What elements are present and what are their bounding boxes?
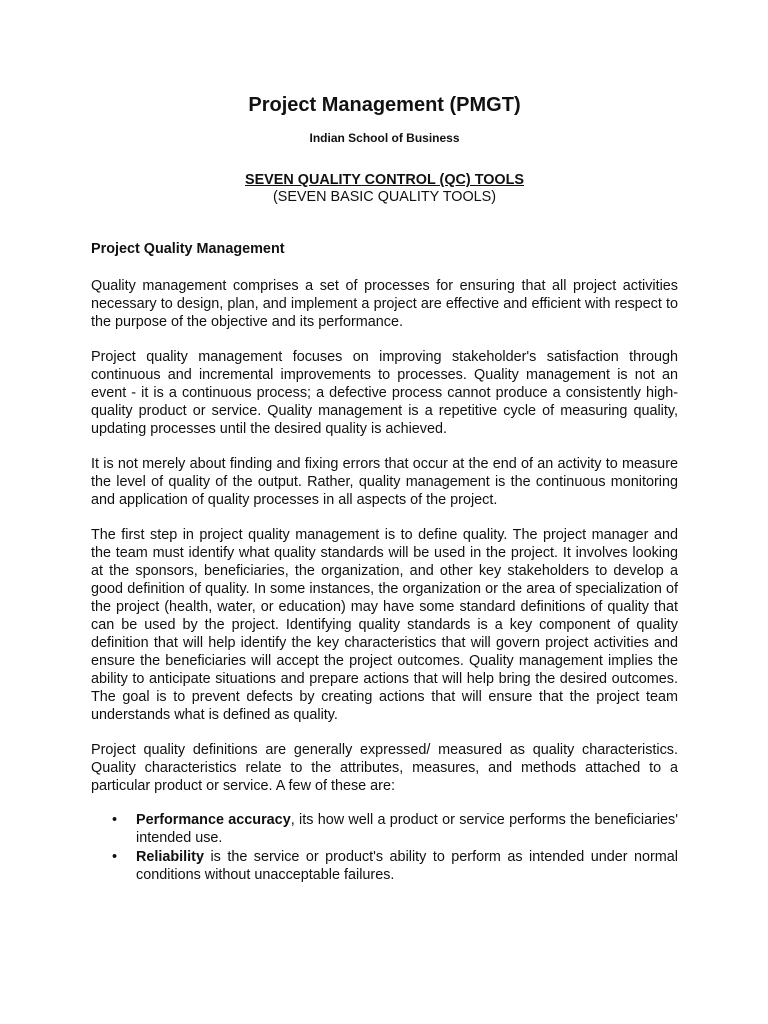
paragraph-4: The first step in project quality management is to define quality. The project manager and the team must identify what quality standards will be used in the project. It involves looking at the sponsors, beneficiaries, the organization, and other key stakeholders to develop a good definition of quality. In some instances, the organization or the area of specialization of the project (health, water, or education) may have some standard definitions of quality that can be used by the project. Identifying quality standards is a key component of quality definition that will help identify the key characteristics that will govern project activities and ensure the beneficiaries will accept the project outcomes. Quality management implies the ability to anticipate situations and prepare actions that will help bring the desired outcomes. The goal is to prevent defects by creating actions that will ensure that the project team understands what is defined as quality. <box>91 527 678 723</box>
document-title: Project Management (PMGT) <box>248 94 521 116</box>
bullet-term: Reliability <box>136 849 204 865</box>
quality-characteristics-list <box>91 811 678 884</box>
section-heading: Project Quality Management <box>91 241 285 257</box>
bullet-term: Performance accuracy <box>136 812 291 828</box>
paragraph-2: Project quality management focuses on improving stakeholder's satisfaction through continuous and incremental improvements to processes. Quality management is not an event - it is a continuous process; a defective process cannot produce a consistently high-quality product or service. Quality management is a repetitive cycle of measuring quality, updating processes until the desired quality is achieved. <box>91 349 678 437</box>
qc-tools-heading: SEVEN QUALITY CONTROL (QC) TOOLS <box>244 172 525 188</box>
bullet-text: , its how well a product or service performs the beneficiaries' intended use. <box>136 812 679 846</box>
school-name: Indian School of Business <box>309 131 460 145</box>
list-item <box>91 848 678 884</box>
paragraph-5: Project quality definitions are generally expressed/ measured as quality characteristics. Quality characteristics relate to the attributes, measures, and methods attached to a particular product or service. A few of these are: <box>91 742 678 794</box>
paragraph-1: Quality management comprises a set of processes for ensuring that all project activities necessary to design, plan, and implement a project are effective and efficient with respect to the purpose of the objective and its performance. <box>91 278 678 330</box>
list-item <box>91 811 678 847</box>
qc-tools-subheading: (SEVEN BASIC QUALITY TOOLS) <box>272 189 497 205</box>
bullet-text: is the service or product's ability to perform as intended under normal conditions without unacceptable failures. <box>136 849 678 883</box>
bullet-icon: • <box>112 812 118 828</box>
bullet-icon: • <box>112 849 118 865</box>
paragraph-3: It is not merely about finding and fixing errors that occur at the end of an activity to measure the level of quality of the output. Rather, quality management is the continuous monitoring and application of quality processes in all aspects of the project. <box>91 456 678 508</box>
